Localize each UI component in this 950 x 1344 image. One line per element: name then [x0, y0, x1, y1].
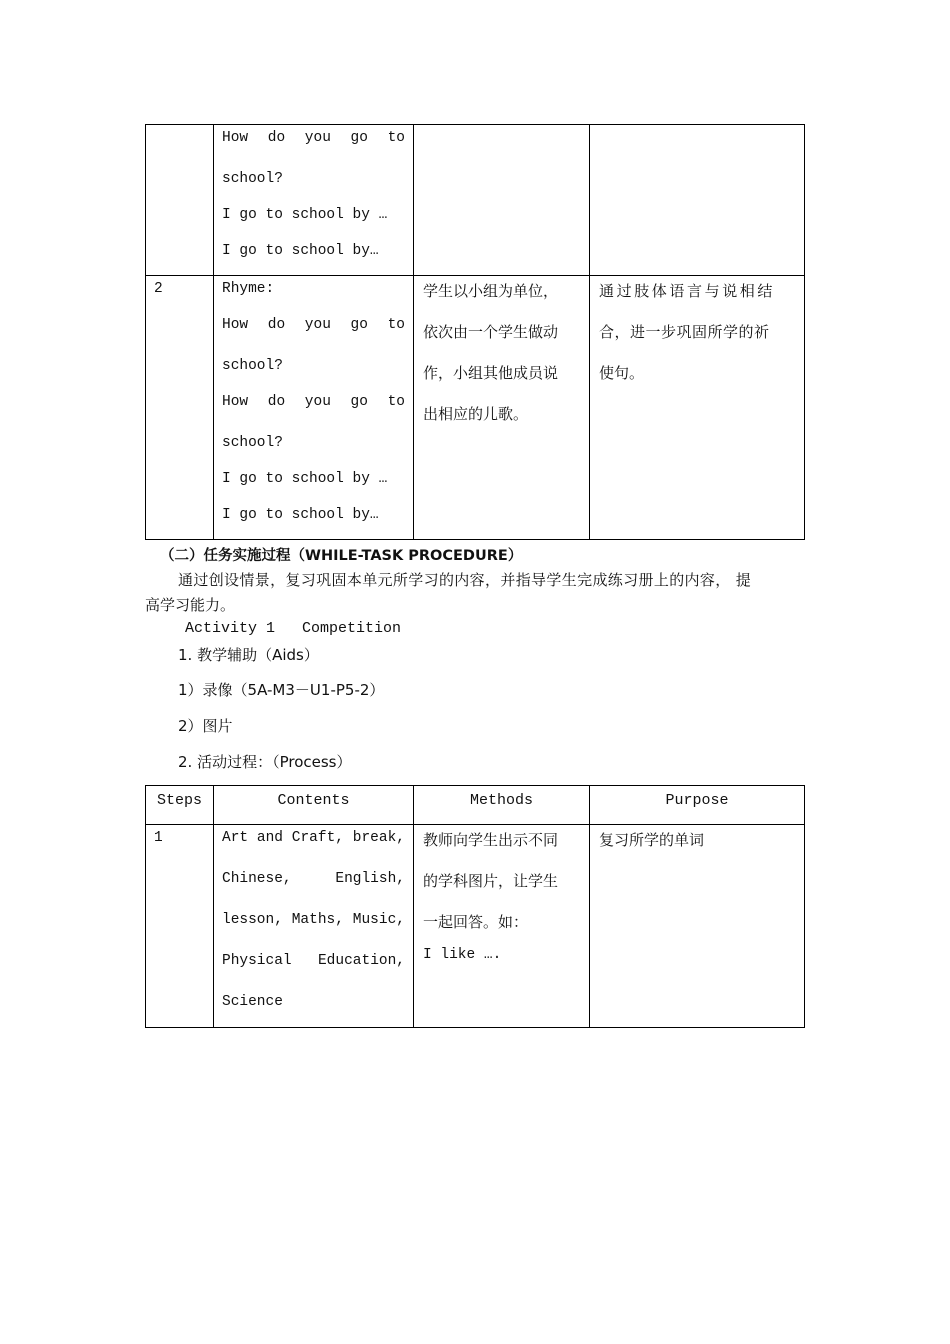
- contents-line: [222, 912, 405, 928]
- table-row: [146, 125, 805, 276]
- rhyme-label: Rhyme:: [222, 281, 275, 297]
- contents-line: I go to school by…: [222, 243, 379, 259]
- word: break,: [352, 830, 405, 846]
- activity-table: [145, 785, 805, 1028]
- column-header-purpose: Purpose: [590, 786, 805, 825]
- methods-cell: [414, 125, 590, 276]
- contents-line: [222, 830, 405, 846]
- word: Music,: [352, 912, 405, 928]
- contents-line: I go to school by …: [222, 207, 388, 223]
- word: you: [304, 317, 331, 333]
- table-row: [146, 276, 805, 540]
- word: you: [304, 130, 331, 146]
- word: to: [387, 317, 405, 333]
- word: do: [267, 317, 286, 333]
- methods-cell: 教师向学生出示不同 的学科图片，让学生 一起回答。如： I like ….: [414, 825, 590, 1028]
- word: How: [222, 130, 249, 146]
- word: Craft,: [291, 830, 344, 846]
- contents-line: [222, 317, 405, 333]
- contents-line: I go to school by …: [222, 471, 388, 487]
- word: to: [387, 130, 405, 146]
- word: Physical: [222, 953, 292, 969]
- step-cell: [146, 125, 214, 276]
- contents-line: school?: [222, 435, 283, 451]
- activity-title: Activity 1 Competition: [185, 620, 402, 637]
- word: you: [304, 394, 331, 410]
- aid-item: 2）图片: [178, 717, 233, 735]
- word: go: [350, 317, 368, 333]
- contents-line: school?: [222, 358, 283, 374]
- step-cell: 2: [146, 276, 214, 540]
- word: and: [256, 830, 283, 846]
- word: Art: [222, 830, 249, 846]
- aid-item: 1）录像（5A-M3－U1-P5-2）: [178, 681, 385, 699]
- word: go: [350, 394, 368, 410]
- paragraph-line: 高学习能力。: [145, 596, 236, 614]
- paragraph-line: 通过创设情景，复习巩固本单元所学习的内容，并指导学生完成练习册上的内容， 提: [178, 571, 752, 589]
- purpose-cell: 通过肢体语言与说相结 合，进一步巩固所学的祈 使句。: [590, 276, 805, 540]
- contents-line: [222, 953, 405, 969]
- contents-cell: [214, 276, 414, 540]
- column-header-contents: Contents: [214, 786, 414, 825]
- purpose-cell: [590, 125, 805, 276]
- word: Maths,: [291, 912, 344, 928]
- contents-line: I go to school by…: [222, 507, 379, 523]
- word: do: [267, 394, 286, 410]
- contents-line: [222, 871, 405, 887]
- word: to: [387, 394, 405, 410]
- step-cell: 1: [146, 825, 214, 1028]
- table-row: [146, 825, 805, 1028]
- section-heading: （二）任务实施过程（WHILE-TASK PROCEDURE）: [160, 548, 523, 564]
- contents-line: Science: [222, 994, 283, 1010]
- table-header-row: [146, 786, 805, 825]
- word: How: [222, 317, 249, 333]
- contents-line: school?: [222, 171, 283, 187]
- word: English,: [335, 871, 405, 887]
- word: How: [222, 394, 249, 410]
- column-header-methods: Methods: [414, 786, 590, 825]
- word: Chinese,: [222, 871, 292, 887]
- word: Education,: [317, 953, 405, 969]
- word: do: [267, 130, 286, 146]
- contents-line: [222, 394, 405, 410]
- contents-line: [222, 130, 405, 146]
- methods-cell: 学生以小组为单位， 依次由一个学生做动 作，小组其他成员说 出相应的儿歌。: [414, 276, 590, 540]
- lesson-table-continued: [145, 124, 805, 540]
- contents-cell: [214, 125, 414, 276]
- word: go: [350, 130, 368, 146]
- column-header-steps: Steps: [146, 786, 214, 825]
- aids-label: 1. 教学辅助（Aids）: [178, 646, 319, 664]
- purpose-cell: 复习所学的单词: [590, 825, 805, 1028]
- word: lesson,: [222, 912, 283, 928]
- contents-cell: [214, 825, 414, 1028]
- process-label: 2. 活动过程：（Process）: [178, 753, 352, 771]
